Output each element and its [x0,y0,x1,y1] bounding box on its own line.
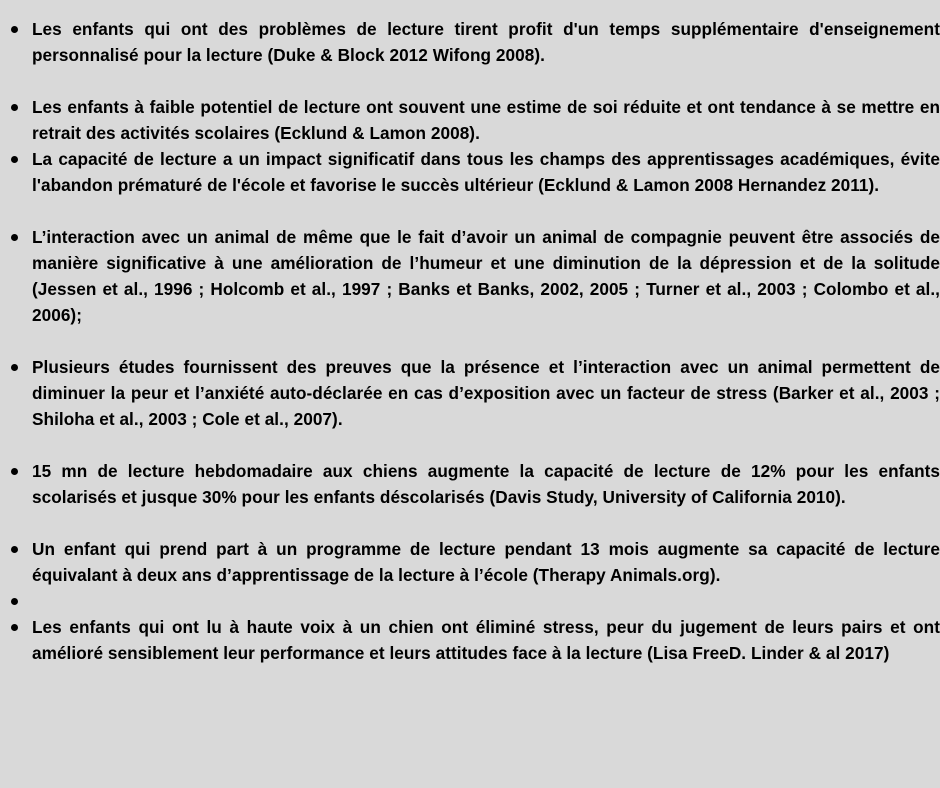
bullet-icon [11,624,18,631]
bullet-icon [11,156,18,163]
bullet-icon [11,598,18,605]
list-item [0,146,940,198]
list-item [0,224,940,328]
list-item-text: Les enfants qui ont lu à haute voix à un chien ont éliminé stress, peur du jugement de leurs pairs et ont amélioré sensiblement leur performance et leurs attitudes face à la lecture (Lisa FreeD. Linder & al 2017) [32,617,940,663]
list-item-text: Plusieurs études fournissent des preuves que la présence et l’interaction avec un animal permettent de diminuer la peur et l’anxiété auto-déclarée en cas d’exposition avec un facteur de stress (Barker et al., 2003 ; Shiloha et al., 2003 ; Cole et al., 2007). [32,357,940,429]
list-item-text: La capacité de lecture a un impact significatif dans tous les champs des apprentissages académiques, évite l'abandon prématuré de l'école et favorise le succès ultérieur (Ecklund & Lamon 2008 Hernandez 2011). [32,149,940,195]
list-item-empty [0,588,940,614]
bullet-list [0,16,940,666]
list-item-text: 15 mn de lecture hebdomadaire aux chiens augmente la capacité de lecture de 12% pour les enfants scolarisés et jusque 30% pour les enfants déscolarisés (Davis Study, University of California 2010). [32,461,940,507]
bullet-icon [11,468,18,475]
bullet-icon [11,546,18,553]
list-item [0,614,940,666]
list-item [0,354,940,432]
list-item [0,16,940,68]
list-item-text: Les enfants qui ont des problèmes de lecture tirent profit d'un temps supplémentaire d'enseignement personnalisé pour la lecture (Duke & Block 2012 Wifong 2008). [32,19,940,65]
list-item-text: Un enfant qui prend part à un programme de lecture pendant 13 mois augmente sa capacité de lecture équivalant à deux ans d’apprentissage de la lecture à l’école (Therapy Animals.org). [32,539,940,585]
bullet-icon [11,104,18,111]
bullet-icon [11,26,18,33]
list-item-text: L’interaction avec un animal de même que le fait d’avoir un animal de compagnie peuvent être associés de manière significative à une amélioration de l’humeur et une diminution de la dépression et de la solitude (Jessen et al., 1996 ; Holcomb et al., 1997 ; Banks et Banks, 2002, 2005 ; Turner et al., 2003 ; Colombo et al., 2006); [32,227,940,325]
bullet-icon [11,364,18,371]
list-item-text: Les enfants à faible potentiel de lecture ont souvent une estime de soi réduite et ont tendance à se mettre en retrait des activités scolaires (Ecklund & Lamon 2008). [32,97,940,143]
bullet-icon [11,234,18,241]
list-item [0,94,940,146]
list-item [0,458,940,510]
bullet-list-container [0,16,940,666]
list-item [0,536,940,588]
